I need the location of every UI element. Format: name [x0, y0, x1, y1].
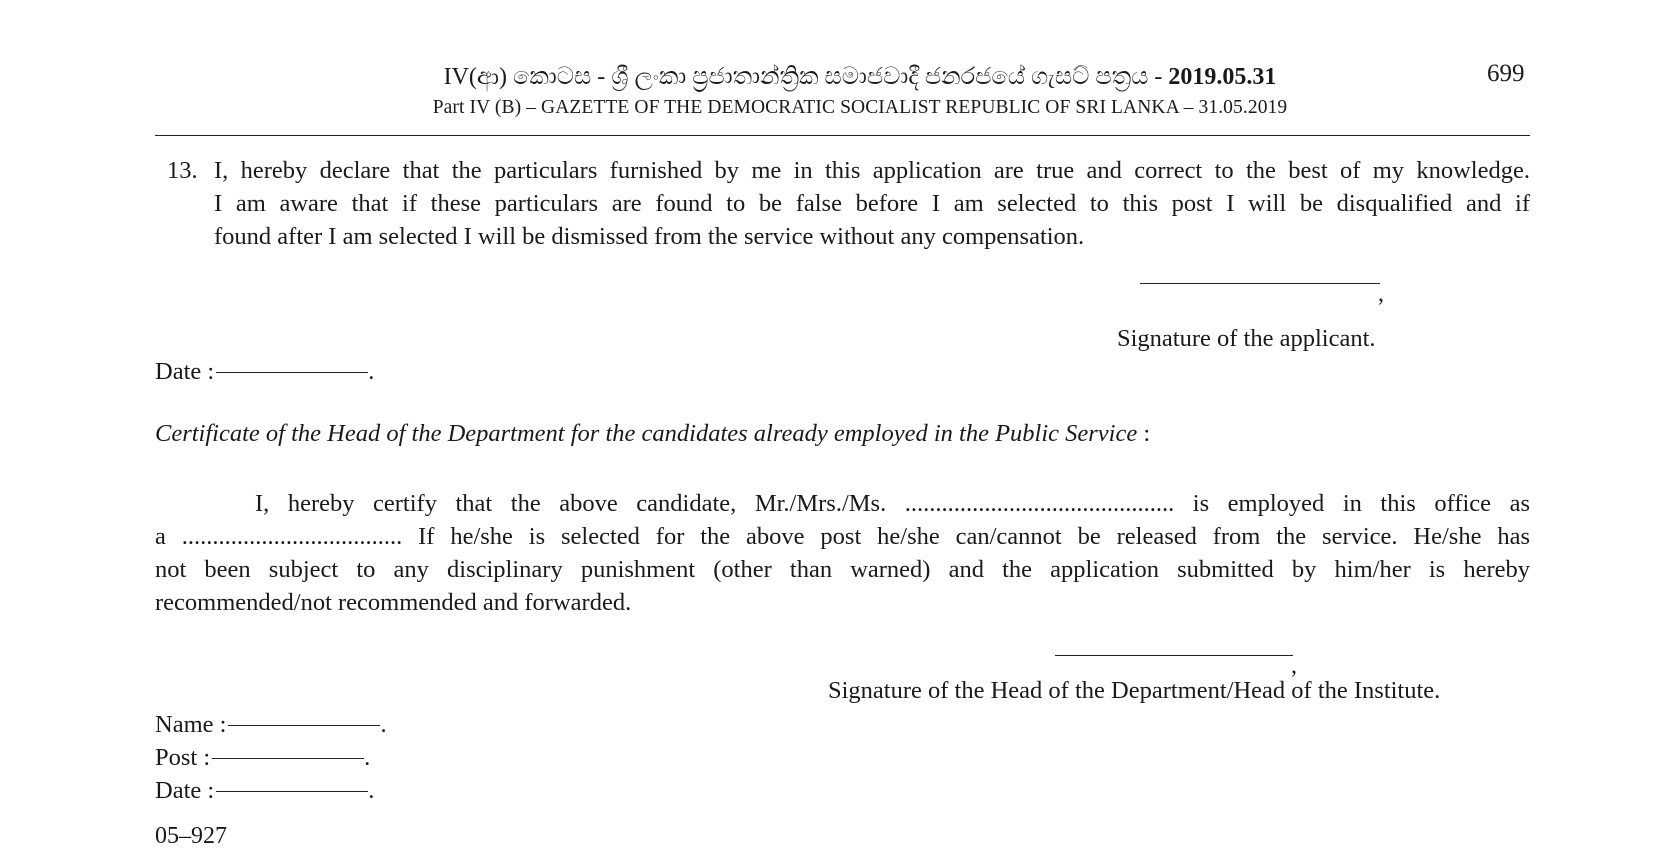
- signature-comma: ,: [1378, 281, 1384, 307]
- certificate-line: not been subject to any disciplinary punishment (other than warned) and the application submitted by him/her is hereby: [155, 556, 1530, 583]
- head-name-field: [155, 708, 387, 741]
- certificate-paragraph: [155, 487, 1530, 619]
- head-signature-label: Signature of the Head of the Department/Head of the Institute.: [828, 677, 1441, 704]
- date-label: Date :: [155, 358, 215, 385]
- declaration-line: found after I am selected I will be dismissed from the service without any compensation.: [214, 223, 1085, 250]
- applicant-date-field: [155, 355, 374, 388]
- certificate-heading-text: Certificate of the Head of the Department for the candidates already employed in the Public Service: [155, 420, 1138, 447]
- signature-comma: ,: [1291, 653, 1297, 679]
- post-blank[interactable]: [212, 758, 364, 759]
- name-label: Name :: [155, 711, 227, 738]
- date-blank[interactable]: [216, 372, 368, 373]
- declaration-number: 13.: [167, 157, 198, 184]
- declaration-paragraph: [214, 154, 1530, 253]
- name-blank[interactable]: [228, 725, 380, 726]
- gazette-header-english: Part IV (B) – GAZETTE OF THE DEMOCRATIC SOCIALIST REPUBLIC OF SRI LANKA – 31.05.2019: [432, 97, 1288, 118]
- declaration-line: I, hereby declare that the particulars furnished by me in this application are true and correct to the best of my knowledge.: [214, 157, 1530, 184]
- head-date-field: [155, 774, 374, 807]
- gazette-header-sinhala: [0, 64, 1655, 91]
- certificate-line: a .................................... If he/she is selected for the above post he/she can/cannot be released from the service. He/she has: [155, 523, 1530, 550]
- declaration-line: I am aware that if these particulars are found to be false before I am selected to this post I will be disqualified and if: [214, 190, 1530, 217]
- certificate-line: I, hereby certify that the above candidate, Mr./Mrs./Ms. ............................................ is employed in this office as: [255, 490, 1530, 517]
- applicant-signature-line[interactable]: [1140, 283, 1380, 284]
- page-number: 699: [1487, 60, 1525, 87]
- certificate-heading-colon: :: [1137, 420, 1151, 447]
- post-end: .: [364, 744, 371, 771]
- certificate-heading: [155, 420, 1150, 448]
- header-divider: [155, 135, 1530, 136]
- sinhala-date: 2019.05.31: [1168, 64, 1277, 90]
- date-blank[interactable]: [216, 791, 368, 792]
- date-end: .: [368, 777, 375, 804]
- post-label: Post :: [155, 744, 211, 771]
- name-end: .: [380, 711, 387, 738]
- head-signature-line[interactable]: [1055, 655, 1293, 656]
- date-label: Date :: [155, 777, 215, 804]
- date-end: .: [368, 358, 375, 385]
- applicant-signature-label: Signature of the applicant.: [1117, 325, 1376, 352]
- head-post-field: [155, 741, 370, 774]
- reference-code: 05–927: [155, 823, 227, 849]
- certificate-line: recommended/not recommended and forwarded.: [155, 589, 632, 616]
- sinhala-title: IV(ආ) කොටස - ශ්‍රී ලංකා ප්‍රජාතාන්ත්‍රික සමාජවාදී ජනරජයේ ගැසට් පත්‍රය -: [443, 64, 1163, 90]
